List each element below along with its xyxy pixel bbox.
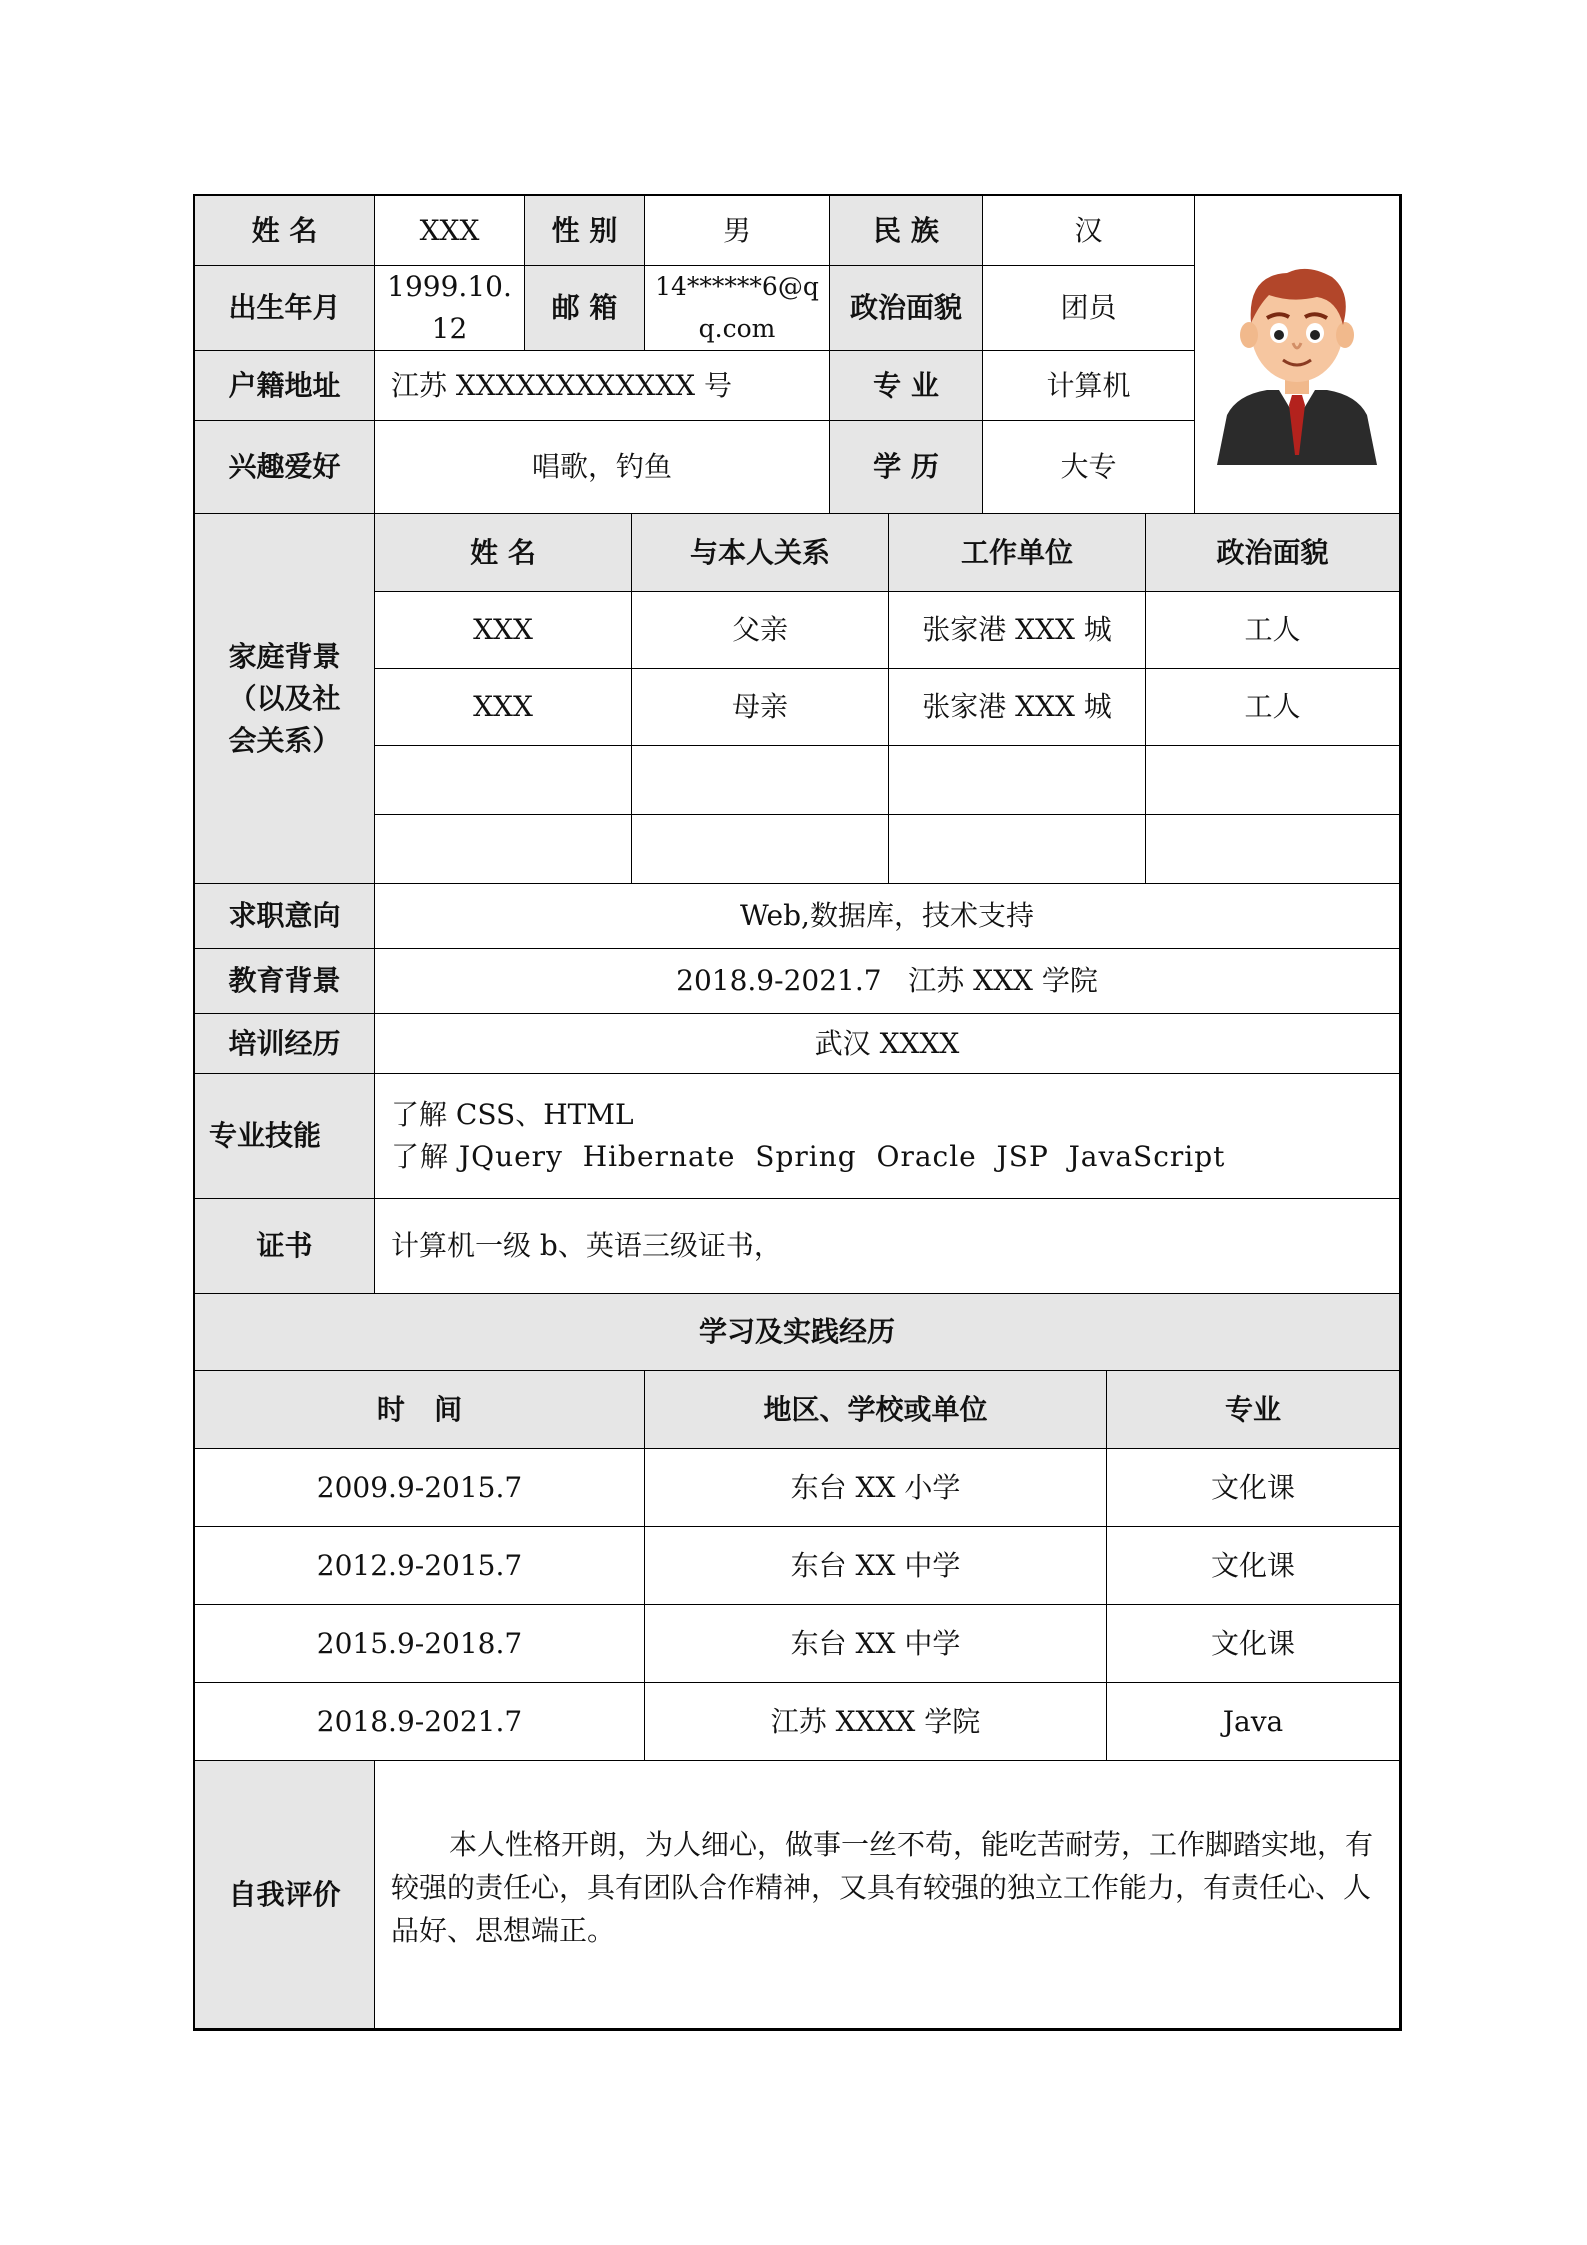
address-label: 户籍地址 xyxy=(195,351,375,421)
hobby-value: 唱歌，钓鱼 xyxy=(375,421,830,514)
experience-row-3-time: 2015.9-2018.7 xyxy=(195,1605,645,1683)
certificate-value: 计算机一级 b、英语三级证书， xyxy=(375,1199,1400,1294)
political-value: 团员 xyxy=(983,266,1195,351)
birth-value: 1999.10.12 xyxy=(375,266,525,351)
name-label: 姓 名 xyxy=(195,196,375,266)
name-value: XXX xyxy=(375,196,525,266)
major-value: 计算机 xyxy=(983,351,1195,421)
family-row-2-name: XXX xyxy=(375,669,632,746)
experience-row-1-major: 文化课 xyxy=(1107,1449,1400,1527)
experience-header-major: 专业 xyxy=(1107,1371,1400,1449)
family-row-1-political: 工人 xyxy=(1146,592,1400,669)
family-row-1-name: XXX xyxy=(375,592,632,669)
education-label: 教育背景 xyxy=(195,949,375,1014)
experience-row-2-major: 文化课 xyxy=(1107,1527,1400,1605)
ethnic-label: 民 族 xyxy=(830,196,983,266)
family-row-4-name xyxy=(375,815,632,884)
job-intent-label: 求职意向 xyxy=(195,884,375,949)
email-label: 邮 箱 xyxy=(525,266,645,351)
family-header-political: 政治面貌 xyxy=(1146,514,1400,592)
family-row-2-employer: 张家港 XXX 城 xyxy=(889,669,1146,746)
degree-label: 学 历 xyxy=(830,421,983,514)
gender-label: 性 别 xyxy=(525,196,645,266)
family-row-3-relation xyxy=(632,746,889,815)
skills-value xyxy=(375,1074,1400,1199)
family-row-3-name xyxy=(375,746,632,815)
gender-value: 男 xyxy=(645,196,830,266)
family-row-3-employer xyxy=(889,746,1146,815)
experience-row-4-major: Java xyxy=(1107,1683,1400,1761)
hobby-label: 兴趣爱好 xyxy=(195,421,375,514)
experience-header-time: 时 间 xyxy=(195,1371,645,1449)
family-row-1-employer: 张家港 XXX 城 xyxy=(889,592,1146,669)
training-value: 武汉 XXXX xyxy=(375,1014,1400,1074)
self-eval-label: 自我评价 xyxy=(195,1761,375,2029)
ethnic-value: 汉 xyxy=(983,196,1195,266)
experience-row-3-school: 东台 XX 中学 xyxy=(645,1605,1107,1683)
experience-row-3-major: 文化课 xyxy=(1107,1605,1400,1683)
job-intent-value: Web,数据库，技术支持 xyxy=(375,884,1400,949)
resume-table xyxy=(193,194,1402,2031)
experience-row-4-school: 江苏 XXXX 学院 xyxy=(645,1683,1107,1761)
family-label: 家庭背景（以及社会关系） xyxy=(195,514,375,884)
training-label: 培训经历 xyxy=(195,1014,375,1074)
experience-row-1-time: 2009.9-2015.7 xyxy=(195,1449,645,1527)
major-label: 专 业 xyxy=(830,351,983,421)
experience-row-4-time: 2018.9-2021.7 xyxy=(195,1683,645,1761)
skills-line-1: 了解 CSS、HTML xyxy=(391,1098,634,1131)
experience-row-1-school: 东台 XX 小学 xyxy=(645,1449,1107,1527)
experience-header-school: 地区、学校或单位 xyxy=(645,1371,1107,1449)
skills-label: 专业技能 xyxy=(195,1074,375,1199)
experience-title: 学习及实践经历 xyxy=(195,1294,1400,1371)
family-header-employer: 工作单位 xyxy=(889,514,1146,592)
family-header-relation: 与本人关系 xyxy=(632,514,889,592)
self-eval-text: 本人性格开朗，为人细心，做事一丝不苟，能吃苦耐劳，工作脚踏实地，有较强的责任心，具有团队合作精神，又具有较强的独立工作能力，有责任心、人品好、思想端正。 xyxy=(375,1761,1400,2029)
family-row-4-political xyxy=(1146,815,1400,884)
degree-value: 大专 xyxy=(983,421,1195,514)
family-row-4-employer xyxy=(889,815,1146,884)
certificate-label: 证书 xyxy=(195,1199,375,1294)
avatar-cartoon-icon xyxy=(1207,245,1387,465)
family-row-2-political: 工人 xyxy=(1146,669,1400,746)
education-value: 2018.9-2021.7 江苏 XXX 学院 xyxy=(375,949,1400,1014)
address-value: 江苏 XXXXXXXXXXXX 号 xyxy=(375,351,830,421)
birth-label: 出生年月 xyxy=(195,266,375,351)
experience-row-2-school: 东台 XX 中学 xyxy=(645,1527,1107,1605)
skills-line-2: 了解 JQuery Hibernate Spring Oracle JSP JavaScript xyxy=(391,1140,1226,1173)
family-row-3-political xyxy=(1146,746,1400,815)
experience-row-2-time: 2012.9-2015.7 xyxy=(195,1527,645,1605)
profile-photo xyxy=(1195,196,1400,514)
family-row-4-relation xyxy=(632,815,889,884)
political-label: 政治面貌 xyxy=(830,266,983,351)
email-value: 14******6@qq.com xyxy=(645,266,830,351)
family-row-2-relation: 母亲 xyxy=(632,669,889,746)
family-header-name: 姓 名 xyxy=(375,514,632,592)
family-row-1-relation: 父亲 xyxy=(632,592,889,669)
